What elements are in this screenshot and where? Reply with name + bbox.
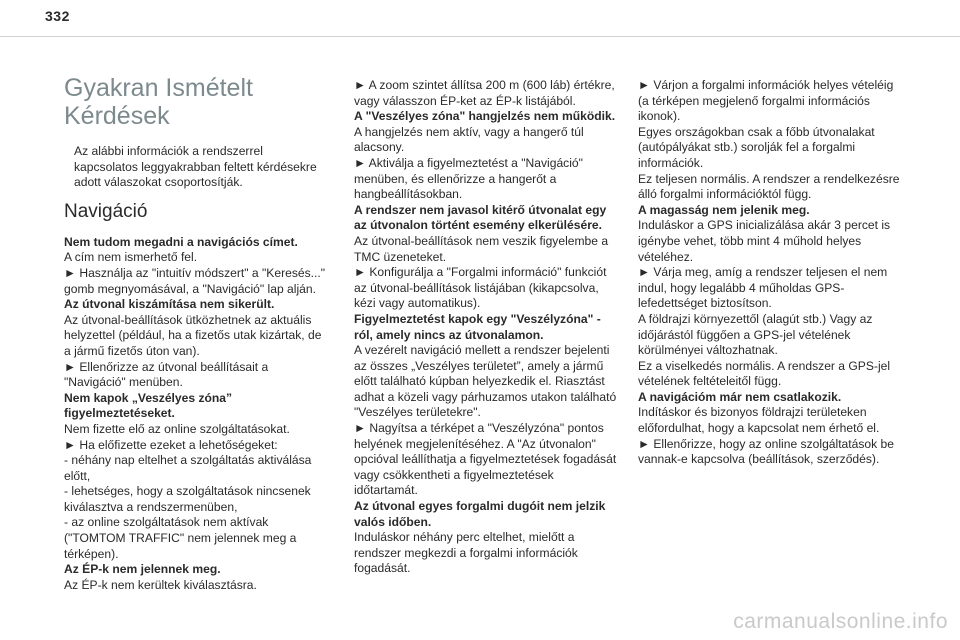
column-1 xyxy=(64,74,329,593)
column-2 xyxy=(354,78,619,577)
watermark-text: carmanualsonline.info xyxy=(733,610,948,633)
faq-answer: - néhány nap eltelhet a szolgáltatás aktiválása előtt, xyxy=(64,453,315,483)
faq-answer: ► Ellenőrizze, hogy az online szolgáltatások be vannak-e kapcsolva (beállítások, szerződés). xyxy=(638,436,898,467)
faq-answer: ► A zoom szintet állítsa 200 m (600 láb) értékre, vagy válasszon ÉP-ket az ÉP-k listájából. xyxy=(354,78,619,108)
faq-answer: Az útvonal-beállítások nem veszik figyelembe a TMC üzeneteket. xyxy=(354,233,612,264)
faq-answer: - az online szolgáltatások nem aktívak ("TOMTOM TRAFFIC" nem jelennek meg a térképen). xyxy=(64,515,300,561)
faq-answer: A hangjelzés nem aktív, vagy a hangerő túl alacsony. xyxy=(354,124,588,155)
faq-answer: ► Várja meg, amíg a rendszer teljesen el nem indul, hogy legalább 4 műholdas GPS-lefedettséget biztosítson. xyxy=(638,265,891,311)
page-title: Gyakran Ismételt Kérdések xyxy=(64,74,253,130)
faq-answer: A földrajzi környezettől (alagút stb.) Vagy az időjárástól függően a GPS-jel vételének körülményei változhatnak. xyxy=(638,311,876,358)
faq-answer: Nem fizette elő az online szolgáltatásokat. xyxy=(64,421,290,436)
faq-answer: ► Ha előfizette ezeket a lehetőségeket: xyxy=(64,437,278,452)
faq-answer: Induláskor néhány perc eltelhet, mielőtt a rendszer megkezdi a forgalmi információk fogadását. xyxy=(354,530,582,576)
faq-answer: Ez teljesen normális. A rendszer a rendelkezésre álló forgalmi információktól függ. xyxy=(638,171,903,202)
faq-answer: ► Nagyítsa a térképet a "Veszélyzóna" pontos helyének megjelenítéséhez. A "Az útvonalon" opcióval leállíthatja a figyelmeztetések fogadását vagy csökkentheti a figyelmeztetések időtartamát. xyxy=(354,421,620,498)
faq-question: A rendszer nem javasol kitérő útvonalat egy az útvonalon történt esemény elkerülésére. xyxy=(354,202,610,233)
faq-answer: ► Használja az "intuitív módszert" a "Keresés..." gomb megnyomásával, a "Navigáció" lap alján. xyxy=(64,265,329,296)
faq-question: Az útvonal egyes forgalmi dugóit nem jelzik valós időben. xyxy=(354,499,609,529)
column-1-body xyxy=(64,235,329,594)
header-divider xyxy=(0,36,960,37)
section-title: Navigáció xyxy=(64,200,148,222)
faq-question: Figyelmeztetést kapok egy "Veszélyzóna" -ról, amely nincs az útvonalamon. xyxy=(354,311,601,342)
faq-answer: ► Ellenőrizze az útvonal beállításait a "Navigáció" menüben. xyxy=(64,359,272,390)
intro-text: Az alábbi információk a rendszerrel kapcsolatos leggyakrabban feltett kérdésekre adott válaszokat csoportosítják. xyxy=(74,144,321,190)
faq-answer: ► Konfigurálja a "Forgalmi információ" funkciót az útvonal-beállítások listájában (kikapcsolva, kézi vagy automatikus). xyxy=(354,265,610,311)
faq-question: A magasság nem jelenik meg. xyxy=(638,202,810,217)
faq-answer: Az útvonal-beállítások ütközhetnek az aktuális helyzettel (például, ha a fizetős utak kizártak, de a jármű fizetős úton van). xyxy=(64,312,325,358)
faq-answer: Az ÉP-k nem kerültek kiválasztásra. xyxy=(64,577,257,592)
faq-answer: ► Várjon a forgalmi információk helyes vételéig (a térképen megjelenő forgalmi információs ikonok). xyxy=(638,78,897,124)
faq-answer: - lehetséges, hogy a szolgáltatások nincsenek kiválasztva a rendszermenüben, xyxy=(64,484,315,514)
faq-answer: Ez a viselkedés normális. A rendszer a GPS-jel vételének feltételeitől függ. xyxy=(638,358,894,389)
faq-answer: Indításkor és bizonyos földrajzi területeken előfordulhat, hogy a kapcsolat nem érhető el. xyxy=(638,405,880,436)
column-3 xyxy=(638,78,903,468)
faq-question: Az útvonal kiszámítása nem sikerült. xyxy=(64,297,275,312)
faq-question: Nem kapok „Veszélyes zóna” figyelmeztetéseket. xyxy=(64,390,236,421)
page-number: 332 xyxy=(45,8,70,24)
faq-answer: Induláskor a GPS inicializálása akár 3 percet is igénybe vehet, több mint 4 műhold helyes vételéhez. xyxy=(638,218,894,264)
faq-answer: A vezérelt navigáció mellett a rendszer bejelenti az összes „Veszélyes területet”, amely a jármű előtt található kúpban helyezkedik el. Riasztást adhat a közeli vagy párhuzamos utakon található "Veszélyes területekre". xyxy=(354,343,620,420)
faq-question: Az ÉP-k nem jelennek meg. xyxy=(64,562,221,577)
faq-question: A "Veszélyes zóna" hangjelzés nem működik. xyxy=(354,109,616,124)
column-3-body xyxy=(638,78,903,468)
faq-question: Nem tudom megadni a navigációs címet. xyxy=(64,234,298,249)
faq-answer: A cím nem ismerhető fel. xyxy=(64,250,198,265)
faq-question: A navigációm már nem csatlakozik. xyxy=(638,389,842,404)
faq-answer: Egyes országokban csak a főbb útvonalakat (autópályákat stb.) sorolják fel a forgalmi információk. xyxy=(638,124,879,170)
faq-answer: ► Aktiválja a figyelmeztetést a "Navigáció" menüben, és ellenőrizze a hangerőt a hangbeállításokban. xyxy=(354,155,587,202)
column-2-body xyxy=(354,78,619,577)
